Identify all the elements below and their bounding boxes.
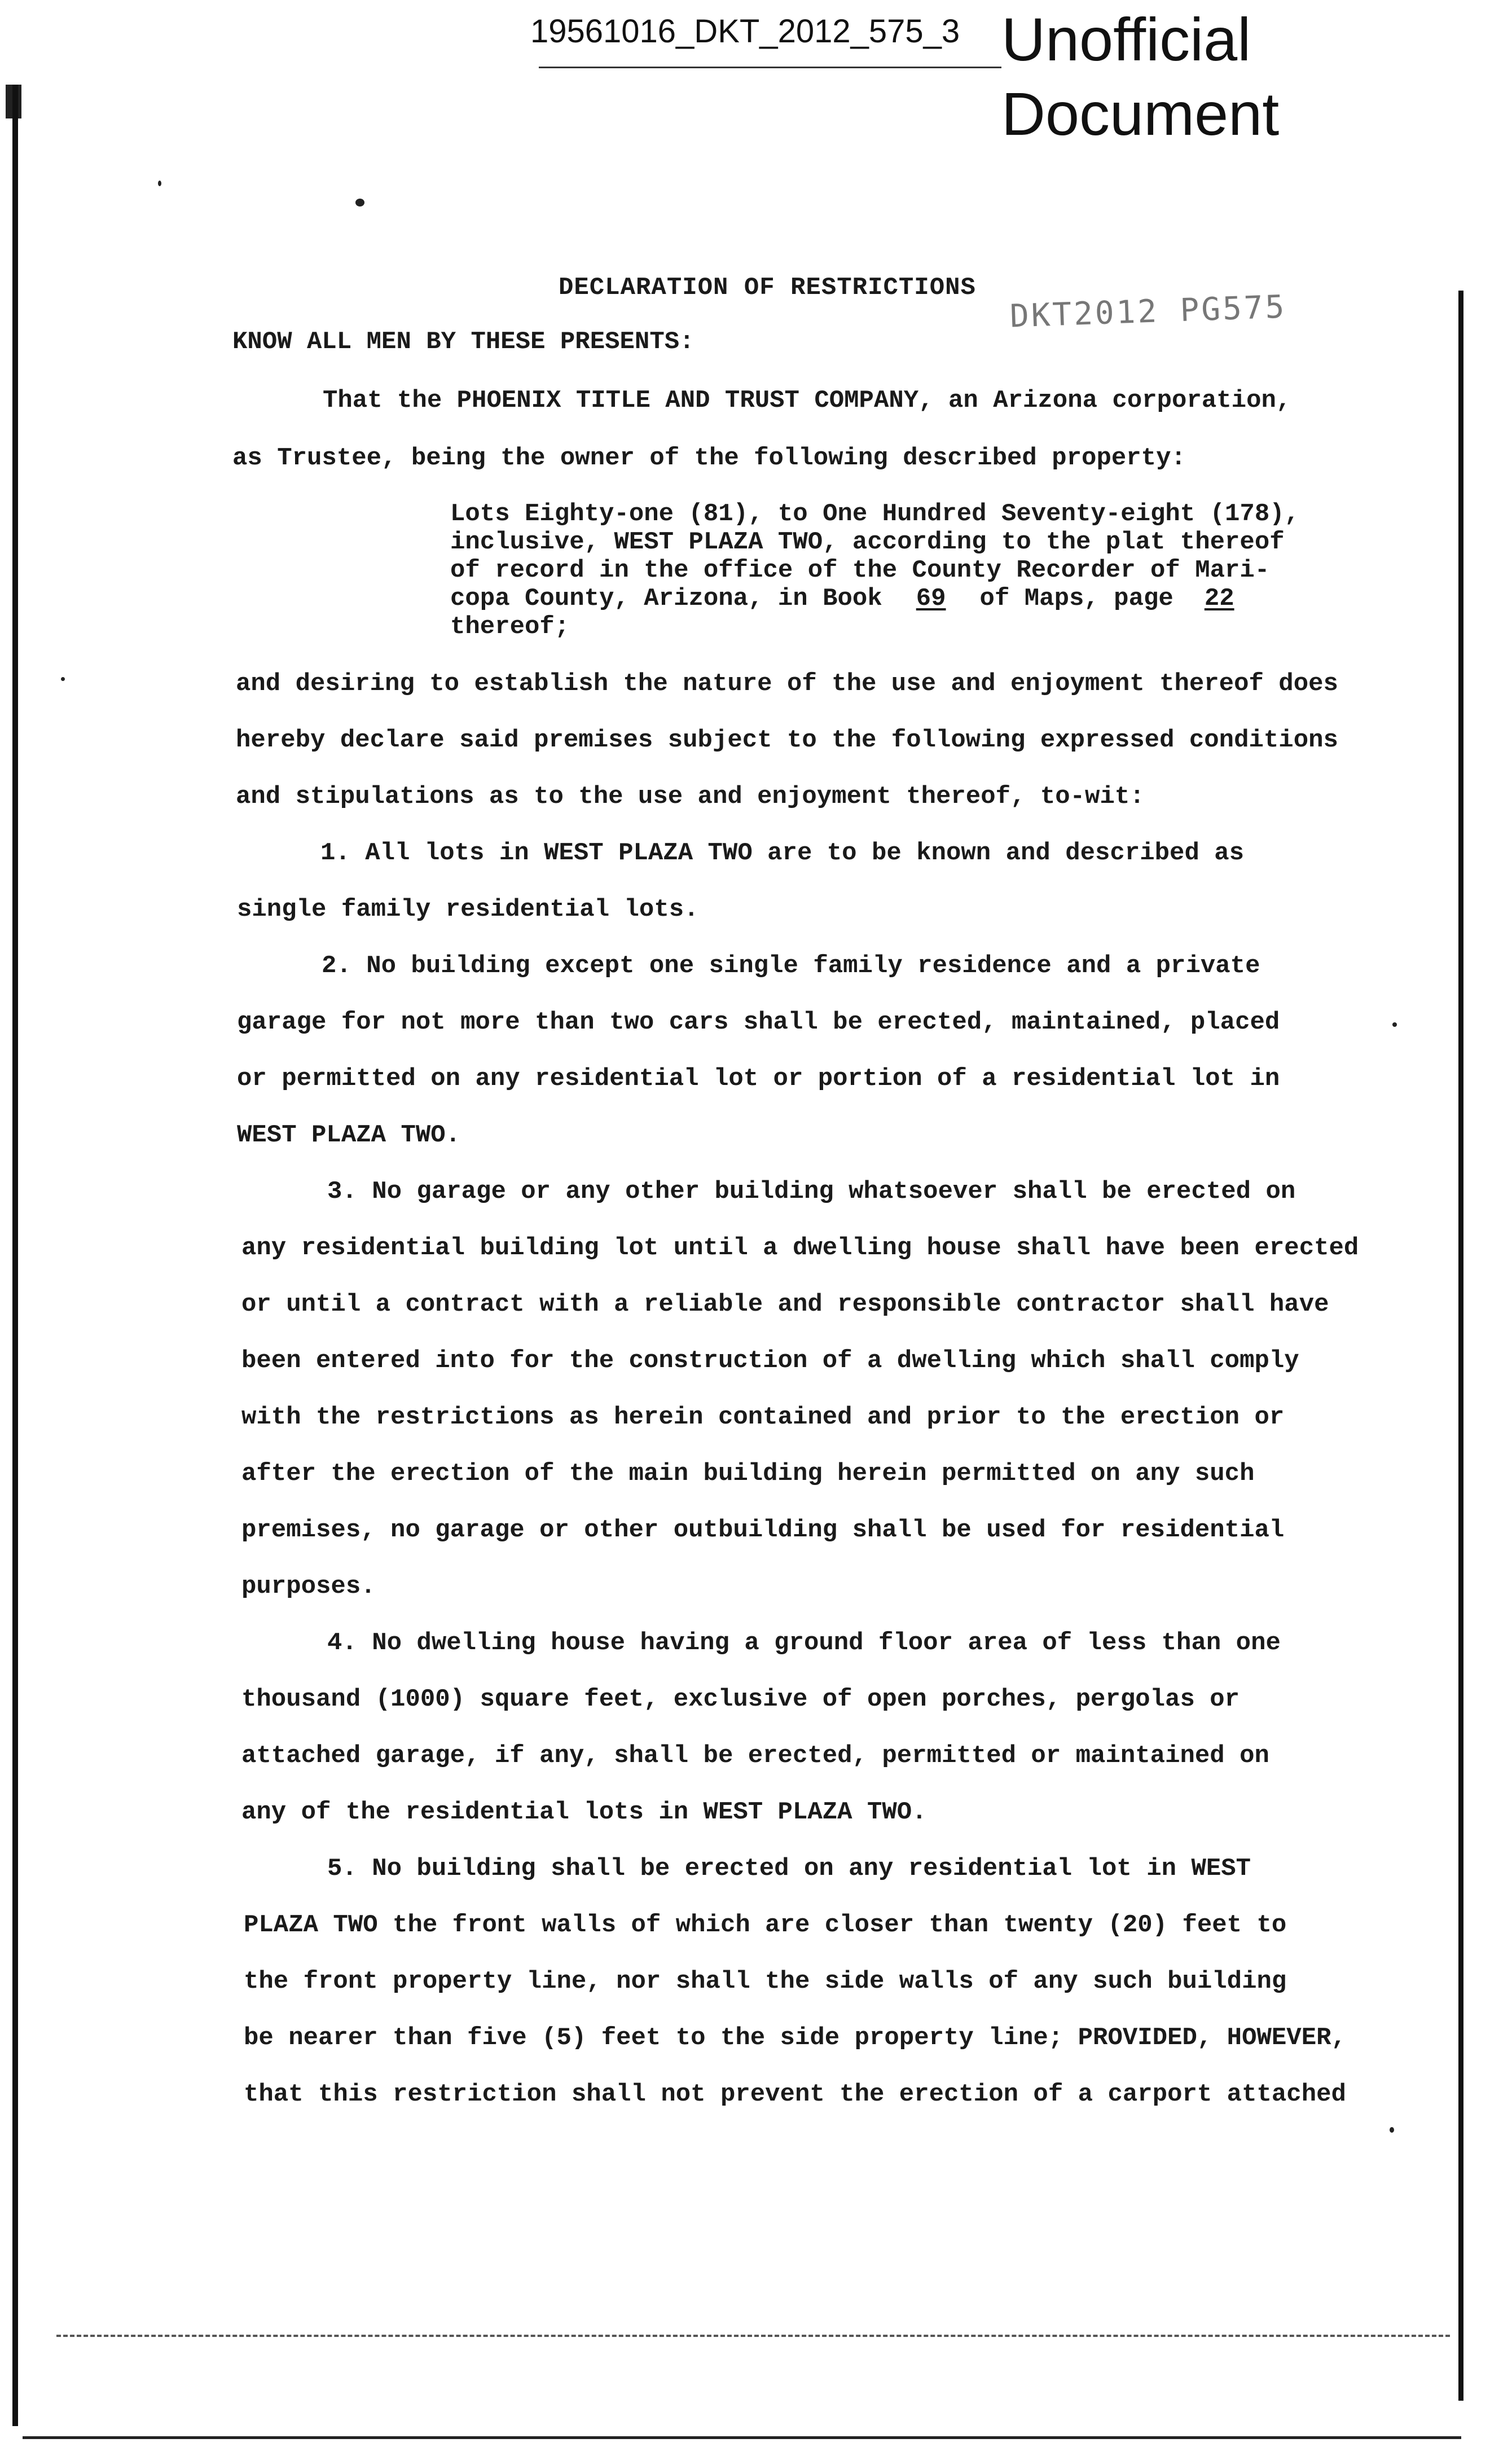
scan-speck [158,181,161,186]
intro-line: That the PHOENIX TITLE AND TRUST COMPANY, an Arizona corporation, [323,386,1291,415]
clause-1-line: 1. All lots in WEST PLAZA TWO are to be known and described as [320,839,1245,867]
clause-2-line: WEST PLAZA TWO. [237,1121,461,1149]
clause-4-line: attached garage, if any, shall be erected, permitted or maintained on [241,1742,1269,1770]
clause-3-line: or until a contract with a reliable and responsible contractor shall have [241,1290,1329,1319]
document-id-rule [539,67,1001,68]
scan-speck [1392,1022,1397,1027]
clause-3-line: purposes. [241,1572,376,1601]
scan-dashed-line [56,2335,1450,2337]
scan-edge-right [1458,291,1463,2401]
scan-speck [61,677,65,681]
clause-3-line: any residential building lot until a dwelling house shall have been erected [241,1234,1359,1262]
clause-2-line: 2. No building except one single family residence and a private [322,952,1260,980]
clause-5-line: be nearer than five (5) feet to the side property line; PROVIDED, HOWEVER, [244,2024,1346,2052]
salutation: KNOW ALL MEN BY THESE PRESENTS: [232,328,695,356]
clause-3-line: after the erection of the main building herein permitted on any such [241,1460,1255,1488]
scan-edge-bottom [23,2436,1461,2439]
property-book-prefix: copa County, Arizona, in Book [450,585,882,613]
body-line: and desiring to establish the nature of the use and enjoyment thereof does [236,670,1338,698]
clause-2-line: or permitted on any residential lot or portion of a residential lot in [237,1065,1280,1093]
body-line: and stipulations as to the use and enjoyment thereof, to-wit: [236,783,1145,811]
document-title: DECLARATION OF RESTRICTIONS [559,274,976,302]
clause-5-line: the front property line, nor shall the side walls of any such building [244,1967,1287,1996]
clause-5-line: that this restriction shall not prevent the erection of a carport attached [244,2080,1346,2108]
clause-2-line: garage for not more than two cars shall be erected, maintained, placed [237,1008,1280,1036]
clause-1-line: single family residential lots. [237,895,699,924]
scan-speck [1390,2127,1394,2133]
property-line: thereof; [450,613,570,641]
scan-speck [355,199,364,207]
property-line [450,584,1250,613]
clause-3-line: premises, no garage or other outbuilding shall be used for residential [241,1516,1285,1544]
document-id: 19561016_DKT_2012_575_3 [530,13,960,50]
property-line: inclusive, WEST PLAZA TWO, according to the plat thereof [450,528,1285,556]
clause-5-line: 5. No building shall be erected on any residential lot in WEST [327,1855,1251,1883]
page-number: 22 [1204,585,1234,613]
property-page-prefix: of Maps, page [979,585,1173,613]
clause-3-line: with the restrictions as herein contained and prior to the erection or [241,1403,1285,1431]
clause-4-line: thousand (1000) square feet, exclusive of open porches, pergolas or [241,1685,1240,1714]
clause-3-line: been entered into for the construction of a dwelling which shall comply [241,1347,1299,1375]
intro-line: as Trustee, being the owner of the following described property: [232,444,1186,472]
book-number: 69 [916,585,946,613]
clause-4-line: 4. No dwelling house having a ground floor area of less than one [327,1629,1281,1657]
scan-edge-left [12,85,18,2426]
unofficial-watermark [1001,2,1279,151]
clause-3-line: 3. No garage or any other building whatsoever shall be erected on [327,1178,1296,1206]
clause-4-line: any of the residential lots in WEST PLAZA TWO. [241,1798,927,1826]
property-line: of record in the office of the County Recorder of Mari- [450,556,1270,585]
recording-stamp: DKT2012 PG575 [1009,288,1287,335]
clause-5-line: PLAZA TWO the front walls of which are closer than twenty (20) feet to [244,1911,1287,1939]
body-line: hereby declare said premises subject to the following expressed conditions [236,726,1338,754]
watermark-line-1: Unofficial [1001,5,1251,73]
property-line: Lots Eighty-one (81), to One Hundred Seventy-eight (178), [450,500,1300,528]
watermark-line-2: Document [1001,80,1280,148]
